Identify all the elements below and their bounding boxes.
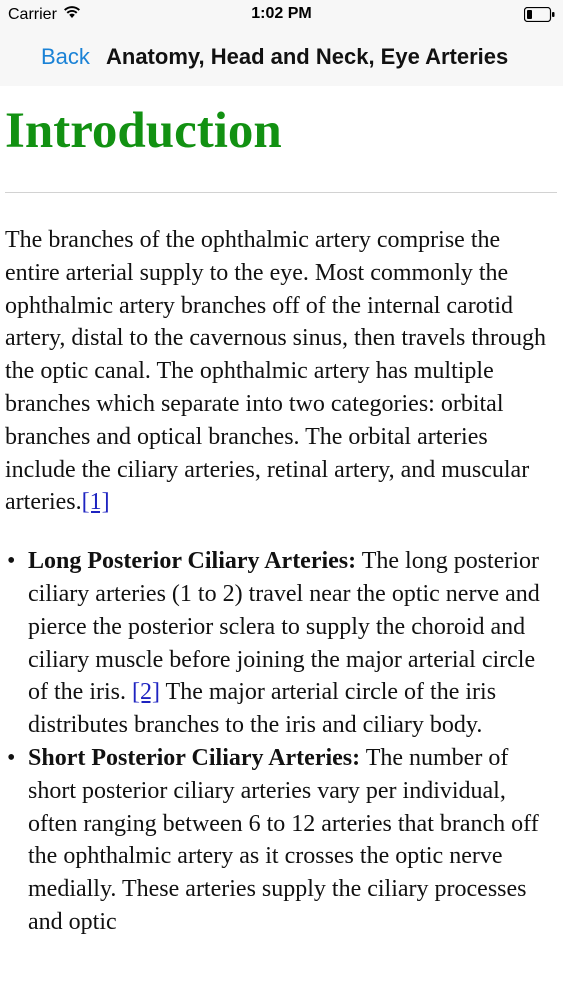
back-button[interactable]: Back: [41, 44, 90, 69]
bullet-icon: •: [7, 548, 16, 575]
list-item: [5, 742, 557, 939]
list-item-text-continued: The major arterial circle of the iris distributes branches to the iris and ciliary body.: [28, 679, 497, 739]
carrier-label: Carrier: [8, 5, 57, 23]
status-time: 1:02 PM: [251, 5, 312, 22]
bullet-list: [5, 545, 557, 939]
list-item-text: The long posterior ciliary arteries (1 to 2) travel near the optic nerve and pierce the posterior sclera to supply the choroid and ciliary muscle before joining the major arterial circle of the iris.: [28, 548, 540, 706]
list-item-text: The number of short posterior ciliary arteries vary per individual, often ranging between 6 to 12 arteries that branch off the ophthalmic artery as it crosses the optic nerve medially. These arteries supply the ciliary processes and optic: [28, 744, 539, 935]
navigation-bar: [0, 30, 563, 86]
section-heading: Introduction: [5, 103, 282, 159]
citation-link-2[interactable]: [2]: [131, 679, 160, 706]
intro-paragraph: [5, 224, 557, 519]
term-long-posterior-ciliary: Long Posterior Ciliary Arteries:: [28, 548, 357, 575]
nav-title: Anatomy, Head and Neck, Eye Arteries: [106, 44, 509, 69]
divider: [5, 192, 557, 193]
term-short-posterior-ciliary: Short Posterior Ciliary Arteries:: [28, 744, 361, 771]
status-bar: [0, 0, 563, 30]
article-content: [5, 86, 557, 939]
list-item: [5, 545, 557, 742]
battery-icon: [524, 7, 555, 22]
bullet-icon: •: [7, 744, 16, 771]
intro-text: The branches of the ophthalmic artery comprise the entire arterial supply to the eye. Most commonly the ophthalmic artery branches off of the internal carotid artery, distal to the cavernous sinus, then travels through the optic canal. The ophthalmic artery has multiple branches which separate into two categories: orbital branches and optical branches. The orbital arteries include the ciliary arteries, retinal artery, and muscular arteries.: [5, 227, 546, 516]
citation-link-1[interactable]: [1]: [81, 489, 110, 516]
